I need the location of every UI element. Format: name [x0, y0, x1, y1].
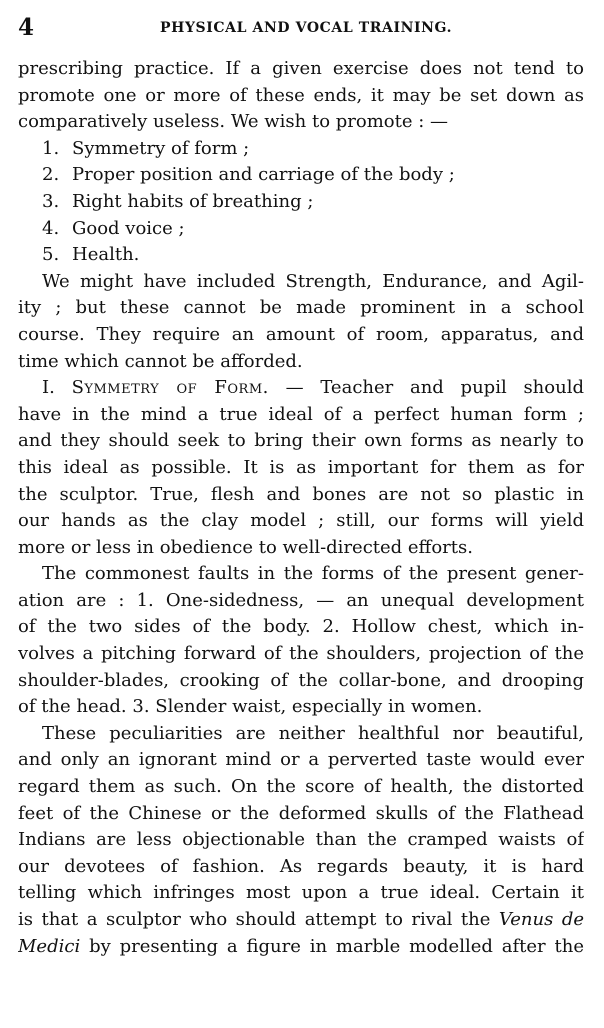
list-item [18, 242, 584, 269]
text-line: this ideal as possible. It is as important for them as for [18, 456, 584, 478]
text-line: volves a pitching forward of the shoulders, projection of the [18, 643, 584, 665]
text-line: our hands as the clay model ; still, our forms will yield [18, 510, 584, 532]
text-line: of the two sides of the body. 2. Hollow chest, which in- [18, 616, 584, 638]
text-line [18, 934, 584, 961]
list-number: 5. [42, 244, 60, 266]
text-line: the sculptor. True, flesh and bones are not so plastic in [18, 483, 584, 505]
section-number: I. [42, 377, 55, 399]
text-line: our devotees of fashion. As regards beauty, it is hard [18, 855, 584, 877]
text-line: We might have included Strength, Endurance, and Agil- [42, 270, 584, 292]
text-line: and only an ignorant mind or a perverted taste would ever [18, 749, 584, 771]
list-text: Symmetry of form ; [72, 137, 250, 159]
text-line [18, 907, 584, 934]
list-number: 4. [42, 217, 60, 239]
list-item [18, 136, 584, 163]
list-text: Proper position and carriage of the body ; [72, 164, 455, 186]
section-heading: Symmetry of Form. [71, 377, 269, 399]
text-line: comparatively useless. We wish to promote : — [18, 111, 449, 133]
text-line: Indians are less objectionable than the cramped waists of [18, 829, 584, 851]
list-number: 1. [42, 137, 60, 159]
list-text: Health. [72, 244, 140, 266]
list-text: Good voice ; [72, 217, 185, 239]
section-heading-rest: — Teacher and pupil should [268, 377, 584, 399]
text-line: ation are : 1. One-sidedness, — an unequal development [18, 589, 584, 611]
text-line: have in the mind a true ideal of a perfect human form ; [18, 403, 584, 425]
text-line: ity ; but these cannot be made prominent in a school [18, 297, 584, 319]
numbered-list [18, 136, 584, 269]
text-line: shoulder-blades, crooking of the collar-bone, and drooping [18, 669, 584, 691]
list-number: 3. [42, 190, 60, 212]
body-text [18, 56, 584, 960]
list-text: Right habits of breathing ; [72, 190, 314, 212]
text-line: telling which infringes most upon a true ideal. Certain it [18, 882, 584, 904]
section-heading-line [18, 375, 584, 402]
running-head: PHYSICAL AND VOCAL TRAINING. [160, 20, 453, 36]
text-fragment: by presenting a figure in marble modelled after the [80, 935, 584, 957]
text-line: feet of the Chinese or the deformed skulls of the Flathead [18, 802, 584, 824]
text-line: The commonest faults in the forms of the present gener- [42, 563, 584, 585]
text-line: course. They require an amount of room, apparatus, and [18, 323, 584, 345]
italic-title: Medici [18, 935, 81, 957]
list-item [18, 216, 584, 243]
list-item [18, 162, 584, 189]
italic-title: Venus de [498, 909, 584, 930]
text-line: These peculiarities are neither healthful nor beautiful, [42, 722, 584, 744]
text-line: time which cannot be afforded. [18, 350, 303, 372]
text-fragment: is that a sculptor who should attempt to rival the [18, 909, 499, 930]
list-item [18, 189, 584, 216]
text-line: of the head. 3. Slender waist, especially in women. [18, 696, 483, 718]
list-number: 2. [42, 164, 60, 186]
text-line: and they should seek to bring their own forms as nearly to [18, 430, 584, 452]
page-header [18, 10, 584, 46]
text-line: more or less in obedience to well-directed efforts. [18, 536, 473, 558]
text-line: regard them as such. On the score of health, the distorted [18, 776, 584, 798]
text-line: prescribing practice. If a given exercise does not tend to [18, 58, 584, 79]
text-line: promote one or more of these ends, it may be set down as [18, 84, 584, 106]
page-number: 4 [18, 14, 35, 41]
